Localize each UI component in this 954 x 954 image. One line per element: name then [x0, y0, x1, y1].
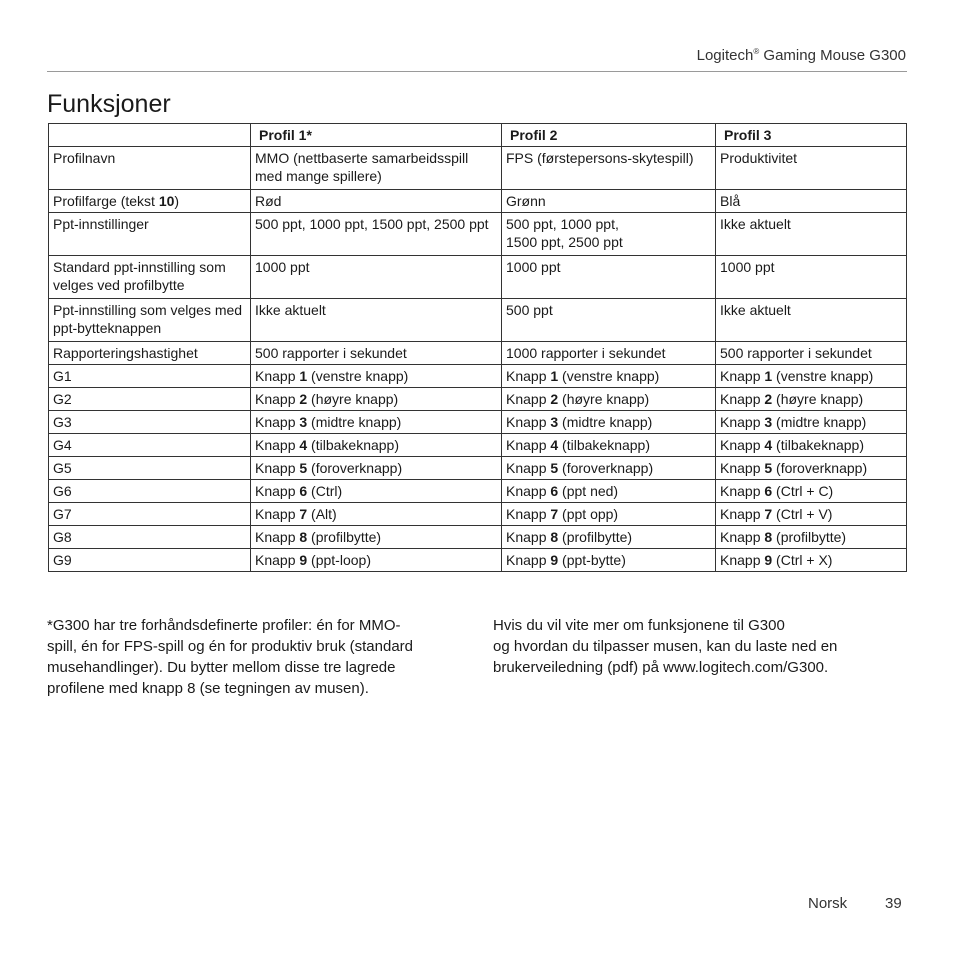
header-brand: [697, 47, 906, 64]
cell-suffix: (venstre knapp): [307, 368, 409, 384]
button-number: 10: [158, 193, 175, 209]
cell-text: FPS (førstepersons-skytespill): [506, 150, 694, 166]
table-cell: [251, 411, 502, 434]
button-number: 8: [299, 529, 308, 545]
cell-text: Ikke aktuelt: [255, 302, 326, 318]
table-cell: [502, 549, 716, 572]
table-cell: [502, 147, 716, 190]
cell-text: Knapp: [255, 414, 300, 430]
table-cell: [502, 526, 716, 549]
row-label-cell: [49, 411, 251, 434]
row-label-cell: [49, 147, 251, 190]
table-row: [49, 147, 907, 190]
table-cell: [502, 503, 716, 526]
table-row: [49, 213, 907, 256]
cell-text: Ppt-innstillinger: [53, 216, 149, 232]
cell-text: Knapp: [506, 437, 551, 453]
row-label-cell: [49, 434, 251, 457]
cell-text: Knapp: [720, 414, 765, 430]
table-cell: [251, 457, 502, 480]
registered-mark: ®: [753, 47, 760, 56]
cell-text: Ikke aktuelt: [720, 302, 791, 318]
cell-text: G1: [53, 368, 72, 384]
cell-text: 1000 ppt: [255, 259, 310, 275]
cell-text: G8: [53, 529, 72, 545]
cell-text: Rapporteringshastighet: [53, 345, 198, 361]
button-number: 7: [550, 506, 559, 522]
cell-suffix: (tilbakeknapp): [307, 437, 399, 453]
table-cell: [716, 365, 907, 388]
cell-text: 1000 rapporter i sekundet: [506, 345, 666, 361]
cell-text: Rød: [255, 193, 282, 209]
table-cell: [716, 213, 907, 256]
cell-suffix: ): [174, 193, 180, 209]
cell-suffix: (høyre knapp): [558, 391, 650, 407]
cell-suffix: (Alt): [307, 506, 337, 522]
table-cell: [251, 388, 502, 411]
table-cell: [251, 549, 502, 572]
button-number: 7: [764, 506, 773, 522]
cell-suffix: (profilbytte): [558, 529, 633, 545]
button-number: 9: [550, 552, 559, 568]
table-cell: [716, 411, 907, 434]
button-number: 6: [764, 483, 773, 499]
table-cell: [251, 434, 502, 457]
cell-text: G7: [53, 506, 72, 522]
table-cell: [716, 549, 907, 572]
table-cell: [716, 434, 907, 457]
cell-text: Knapp: [720, 460, 765, 476]
footnote: [47, 615, 427, 699]
button-number: 2: [550, 391, 559, 407]
table-cell: [251, 299, 502, 342]
cell-suffix: (Ctrl + X): [772, 552, 833, 568]
cell-text: Knapp: [506, 529, 551, 545]
cell-text: G6: [53, 483, 72, 499]
row-label-cell: [49, 256, 251, 299]
cell-text: Knapp: [506, 391, 551, 407]
cell-suffix: (foroverknapp): [307, 460, 403, 476]
cell-text: MMO (nettbaserte samarbeidsspill med mange spillere): [255, 150, 469, 184]
table-cell: [502, 388, 716, 411]
table-cell: [502, 213, 716, 256]
cell-text: Knapp: [720, 529, 765, 545]
cell-text: G9: [53, 552, 72, 568]
button-number: 6: [550, 483, 559, 499]
table-cell: [502, 256, 716, 299]
cell-suffix: (ppt opp): [558, 506, 619, 522]
cell-text: 1000 ppt: [506, 259, 561, 275]
cell-text: 500 ppt, 1000 ppt, 1500 ppt, 2500 ppt: [255, 216, 489, 232]
table-row: [49, 549, 907, 572]
table-cell: [716, 342, 907, 365]
cell-text: Knapp: [506, 552, 551, 568]
footer-language: Norsk: [808, 895, 848, 912]
table-cell: [716, 388, 907, 411]
table-cell: [502, 480, 716, 503]
cell-text: Knapp: [255, 368, 300, 384]
table-cell: [251, 213, 502, 256]
table-cell: [251, 256, 502, 299]
row-label-cell: [49, 549, 251, 572]
button-number: 3: [299, 414, 308, 430]
cell-text: Knapp: [506, 414, 551, 430]
button-number: 1: [550, 368, 559, 384]
table-cell: [502, 190, 716, 213]
cell-text: Knapp: [255, 391, 300, 407]
button-number: 2: [299, 391, 308, 407]
table-cell: [502, 342, 716, 365]
cell-text: Knapp: [255, 506, 300, 522]
button-number: 2: [764, 391, 773, 407]
cell-text: Knapp: [255, 460, 300, 476]
row-label-cell: [49, 190, 251, 213]
cell-text: Knapp: [255, 483, 300, 499]
button-number: 1: [764, 368, 773, 384]
table-cell: [716, 147, 907, 190]
button-number: 4: [764, 437, 773, 453]
table-header-profile-1: Profil 1*: [251, 124, 502, 147]
button-number: 8: [550, 529, 559, 545]
header-divider: [47, 71, 907, 72]
cell-text: 500 rapporter i sekundet: [255, 345, 407, 361]
cell-text: Knapp: [720, 368, 765, 384]
table-row: [49, 503, 907, 526]
table-body: [49, 147, 907, 572]
row-label-cell: [49, 213, 251, 256]
cell-text: Knapp: [720, 552, 765, 568]
cell-text: Knapp: [720, 506, 765, 522]
cell-suffix: (venstre knapp): [558, 368, 660, 384]
button-number: 4: [299, 437, 308, 453]
brand-name: Logitech: [696, 47, 754, 64]
table-cell: [502, 365, 716, 388]
table-cell: [251, 342, 502, 365]
button-number: 1: [299, 368, 308, 384]
table-row: [49, 526, 907, 549]
cell-suffix: (venstre knapp): [772, 368, 874, 384]
button-number: 3: [550, 414, 559, 430]
cell-text: Knapp: [720, 391, 765, 407]
more-info-text: Hvis du vil vite mer om funksjonene til G300 og hvordan du tilpasser musen, kan du laste ned en brukerveiledning (pdf) på www.logitech.com/G300.: [493, 617, 838, 676]
cell-suffix: (tilbakeknapp): [772, 437, 864, 453]
row-label-cell: [49, 457, 251, 480]
row-label-cell: [49, 503, 251, 526]
table-header-empty: [49, 124, 251, 147]
table-row: [49, 190, 907, 213]
table-row: [49, 299, 907, 342]
button-number: 9: [299, 552, 308, 568]
button-number: 5: [764, 460, 773, 476]
table-row: [49, 434, 907, 457]
table-cell: [716, 503, 907, 526]
table-row: [49, 388, 907, 411]
cell-text: Knapp: [506, 368, 551, 384]
table-row: [49, 256, 907, 299]
cell-text: 500 ppt, 1000 ppt, 1500 ppt, 2500 ppt: [506, 216, 623, 250]
cell-text: Knapp: [255, 552, 300, 568]
cell-suffix: (midtre knapp): [307, 414, 402, 430]
cell-text: Blå: [720, 193, 741, 209]
page-number: 39: [885, 895, 902, 912]
table-cell: [502, 457, 716, 480]
table-cell: [251, 147, 502, 190]
cell-suffix: (midtre knapp): [558, 414, 653, 430]
table-header-row: [49, 124, 907, 147]
cell-text: Grønn: [506, 193, 546, 209]
row-label-cell: [49, 526, 251, 549]
cell-text: G2: [53, 391, 72, 407]
cell-text: G5: [53, 460, 72, 476]
table-cell: [251, 503, 502, 526]
row-label-cell: [49, 388, 251, 411]
cell-text: G4: [53, 437, 72, 453]
features-table: [48, 123, 907, 572]
cell-suffix: (ppt-loop): [307, 552, 371, 568]
cell-text: G3: [53, 414, 72, 430]
table-cell: [716, 480, 907, 503]
button-number: 8: [764, 529, 773, 545]
row-label-cell: [49, 342, 251, 365]
product-name: Gaming Mouse G300: [759, 47, 906, 64]
table-row: [49, 411, 907, 434]
cell-suffix: (ppt ned): [558, 483, 619, 499]
footnote-text: G300 har tre forhåndsdefinerte profiler: én for MMO-spill, én for FPS-spill og én for produktiv bruk (standard musehandlinger). Du bytter mellom disse tre lagrede profilene med knapp 8 (se tegningen av musen).: [47, 617, 413, 697]
table-cell: [502, 411, 716, 434]
cell-suffix: (ppt-bytte): [558, 552, 626, 568]
table-cell: [716, 526, 907, 549]
button-number: 9: [764, 552, 773, 568]
button-number: 3: [764, 414, 773, 430]
button-number: 6: [299, 483, 308, 499]
cell-suffix: (tilbakeknapp): [558, 437, 650, 453]
cell-suffix: (høyre knapp): [307, 391, 399, 407]
page-title: Funksjoner: [47, 90, 171, 118]
cell-text: Knapp: [255, 437, 300, 453]
table-header-profile-3: Profil 3: [716, 124, 907, 147]
table-cell: [251, 365, 502, 388]
cell-suffix: (midtre knapp): [772, 414, 867, 430]
button-number: 7: [299, 506, 308, 522]
cell-suffix: (profilbytte): [772, 529, 847, 545]
cell-text: Knapp: [720, 437, 765, 453]
cell-text: Knapp: [506, 460, 551, 476]
table-cell: [502, 299, 716, 342]
cell-text: Knapp: [506, 506, 551, 522]
table-cell: [251, 526, 502, 549]
table-cell: [251, 190, 502, 213]
cell-suffix: (foroverknapp): [772, 460, 868, 476]
table-row: [49, 480, 907, 503]
row-label-cell: [49, 299, 251, 342]
table-cell: [502, 434, 716, 457]
cell-text: Knapp: [506, 483, 551, 499]
table-cell: [716, 190, 907, 213]
cell-suffix: (høyre knapp): [772, 391, 864, 407]
table-row: [49, 342, 907, 365]
button-number: 5: [550, 460, 559, 476]
button-number: 5: [299, 460, 308, 476]
table-cell: [716, 299, 907, 342]
table-header-profile-2: Profil 2: [502, 124, 716, 147]
cell-text: 500 ppt: [506, 302, 553, 318]
table-row: [49, 457, 907, 480]
table-cell: [716, 256, 907, 299]
table-cell: [251, 480, 502, 503]
cell-text: Standard ppt-innstilling som velges ved profilbytte: [53, 259, 226, 293]
table-row: [49, 365, 907, 388]
cell-text: 500 rapporter i sekundet: [720, 345, 872, 361]
row-label-cell: [49, 480, 251, 503]
cell-text: Ppt-innstilling som velges med ppt-bytteknappen: [53, 302, 243, 336]
cell-text: Knapp: [255, 529, 300, 545]
cell-text: Ikke aktuelt: [720, 216, 791, 232]
cell-text: 1000 ppt: [720, 259, 775, 275]
cell-suffix: (Ctrl + V): [772, 506, 833, 522]
cell-suffix: (profilbytte): [307, 529, 382, 545]
table-cell: [716, 457, 907, 480]
cell-suffix: (Ctrl + C): [772, 483, 834, 499]
button-number: 4: [550, 437, 559, 453]
footnote-star: *: [47, 617, 53, 634]
cell-suffix: (foroverknapp): [558, 460, 654, 476]
cell-text: Profilfarge (tekst: [53, 193, 159, 209]
cell-text: Knapp: [720, 483, 765, 499]
cell-text: Profilnavn: [53, 150, 116, 166]
row-label-cell: [49, 365, 251, 388]
cell-suffix: (Ctrl): [307, 483, 343, 499]
cell-text: Produktivitet: [720, 150, 798, 166]
